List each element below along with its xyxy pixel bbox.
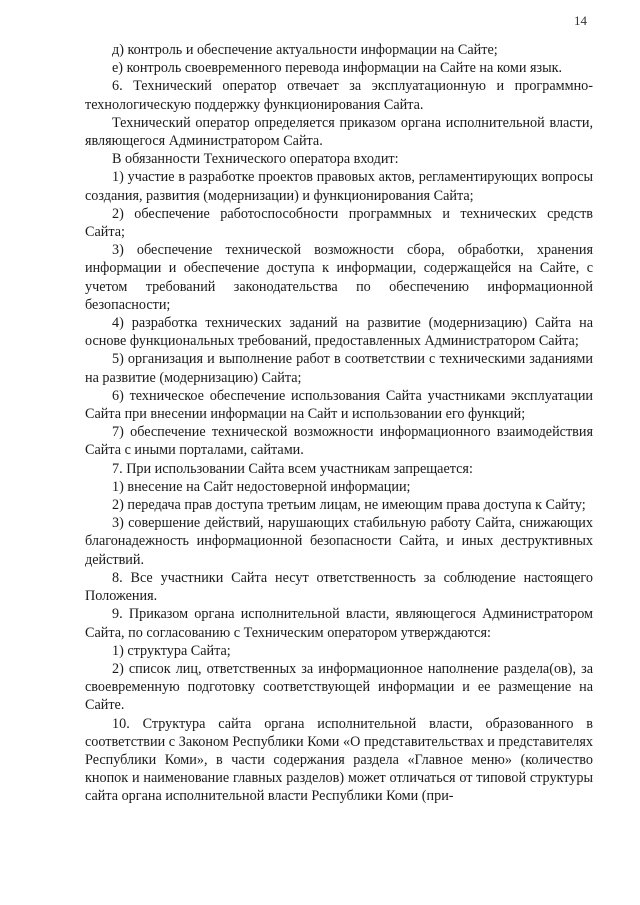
paragraph: е) контроль своевременного перевода информации на Сайте на коми язык.	[112, 60, 563, 77]
paragraph: 4) разработка технических заданий на развитие (модернизацию) Сайта на основе функциональных требований, предоставленных Администратором Сайта;	[85, 315, 593, 350]
paragraph: 9. Приказом органа исполнительной власти, являющегося Администратором Сайта, по согласованию с Техническим оператором утверждаются:	[85, 606, 593, 641]
paragraph: 2) передача прав доступа третьим лицам, не имеющим права доступа к Сайту;	[112, 497, 586, 514]
paragraph: 7) обеспечение технической возможности информационного взаимодействия Сайта с иными порталами, сайтами.	[85, 424, 593, 459]
paragraph: 1) внесение на Сайт недостоверной информации;	[112, 478, 411, 495]
paragraph: 3) совершение действий, нарушающих стабильную работу Сайта, снижающих благонадежность информационной безопасности Сайта, и иных деструктивных действий.	[85, 515, 593, 568]
paragraph: 2) обеспечение работоспособности программных и технических средств Сайта;	[85, 205, 593, 241]
paragraph: 6) техническое обеспечение использования Сайта участниками эксплуатации Сайта при внесении информации на Сайт и использовании его функций;	[85, 387, 593, 423]
document-body	[85, 41, 593, 806]
paragraph: 10. Структура сайта органа исполнительной власти, образованного в соответствии с Законом Республики Коми «О представительствах и представителях Республики Коми», в части содержания раздела «Главное меню» (количество кнопок и наименование главных разделов) может отличаться от типовой структуры сайта органа исполнительной власти Республики Коми (при-	[85, 715, 593, 805]
paragraph: 8. Все участники Сайта несут ответственность за соблюдение настоящего Положения.	[85, 569, 593, 605]
paragraph: 6. Технический оператор отвечает за эксплуатационную и программно-технологическую поддержку функционирования Сайта.	[85, 78, 593, 113]
paragraph: 1) структура Сайта;	[112, 642, 231, 659]
paragraph: Технический оператор определяется приказом органа исполнительной власти, являющегося Администратором Сайта.	[85, 114, 593, 150]
paragraph: 3) обеспечение технической возможности сбора, обработки, хранения информации и обеспечение доступа к информации, содержащейся на Сайте, с учетом требований законодательства по обеспечению информационной безопасности;	[85, 242, 593, 313]
paragraph: д) контроль и обеспечение актуальности информации на Сайте;	[112, 42, 498, 58]
paragraph: 2) список лиц, ответственных за информационное наполнение раздела(ов), за своевременную подготовку соответствующей информации и ее размещение на Сайте.	[85, 660, 593, 714]
paragraph: 5) организация и выполнение работ в соответствии с техническими заданиями на развитие (модернизацию) Сайта;	[85, 351, 593, 386]
page-number: 14	[574, 13, 587, 28]
paragraph: 7. При использовании Сайта всем участникам запрещается:	[112, 460, 473, 477]
paragraph: В обязанности Технического оператора входит:	[112, 151, 399, 168]
paragraph: 1) участие в разработке проектов правовых актов, регламентирующих вопросы создания, развития (модернизации) и функционирования Сайта;	[85, 169, 593, 204]
